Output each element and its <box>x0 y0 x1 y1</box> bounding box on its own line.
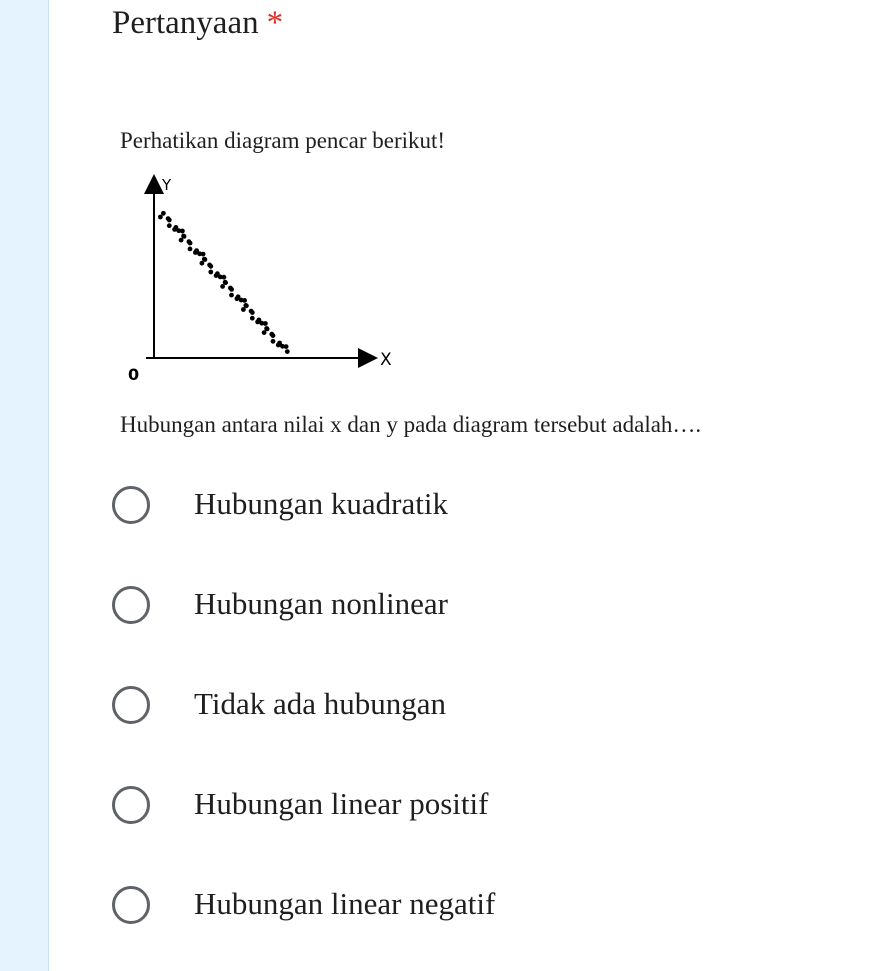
question-prompt: Hubungan antara nilai x dan y pada diagram tersebut adalah…. <box>120 412 702 437</box>
scatter-point <box>271 339 276 344</box>
option-hubungan-kuadratik[interactable] <box>112 480 852 580</box>
left-accent-band <box>0 0 49 971</box>
option-hubungan-linear-positif[interactable] <box>112 780 852 880</box>
scatter-point <box>167 218 172 223</box>
scatter-point <box>223 280 228 285</box>
scatter-point <box>182 234 187 239</box>
scatter-point <box>250 310 255 315</box>
scatter-point <box>235 296 240 301</box>
scatter-point <box>255 320 260 325</box>
scatter-point <box>262 330 267 335</box>
scatter-point <box>276 343 281 348</box>
scatter-point <box>284 344 289 349</box>
scatter-point <box>167 223 172 228</box>
scatter-point <box>244 303 249 308</box>
radio-button[interactable] <box>112 586 150 624</box>
scatter-point <box>263 321 268 326</box>
question-title-text: Pertanyaan <box>112 5 259 41</box>
y-axis-label: Y <box>162 176 172 194</box>
x-axis-label: X <box>380 350 392 370</box>
scatter-point <box>188 241 193 246</box>
option-label: Tidak ada hubungan <box>194 686 446 721</box>
option-hubungan-nonlinear[interactable] <box>112 580 852 680</box>
option-label: Hubungan linear negatif <box>194 886 496 921</box>
radio-button[interactable] <box>112 786 150 824</box>
scatter-point <box>193 250 198 255</box>
option-label: Hubungan linear positif <box>194 786 489 821</box>
radio-button[interactable] <box>112 686 150 724</box>
scatter-point <box>285 349 290 354</box>
scatter-point <box>203 257 208 262</box>
scatter-point <box>271 333 276 338</box>
scatter-points <box>158 211 290 354</box>
scatter-point <box>222 275 227 280</box>
scatter-point <box>250 316 255 321</box>
scatter-point <box>229 293 234 298</box>
scatter-point <box>161 211 166 216</box>
radio-button[interactable] <box>112 486 150 524</box>
scatter-point <box>201 252 206 257</box>
question-instruction: Perhatikan diagram pencar berikut! <box>120 128 446 153</box>
scatter-point <box>242 298 247 303</box>
answer-options <box>112 480 852 971</box>
scatter-point <box>214 273 219 278</box>
scatter-point <box>220 284 225 289</box>
option-hubungan-linear-negatif[interactable] <box>112 880 852 971</box>
scatter-point <box>241 307 246 312</box>
scatter-point <box>188 247 193 252</box>
scatter-point <box>208 264 213 269</box>
origin-label: 0 <box>128 365 140 384</box>
scatter-diagram <box>122 168 422 388</box>
option-label: Hubungan kuadratik <box>194 486 448 521</box>
scatter-point <box>200 261 205 266</box>
option-label: Hubungan nonlinear <box>194 586 448 621</box>
scatter-point <box>180 229 185 234</box>
scatter-point <box>265 327 270 332</box>
scatter-point <box>179 238 184 243</box>
scatter-point <box>158 215 163 220</box>
radio-button[interactable] <box>112 886 150 924</box>
required-asterisk: * <box>266 5 284 41</box>
scatter-point <box>208 270 213 275</box>
scatter-point <box>172 227 177 232</box>
option-tidak-ada-hubungan[interactable] <box>112 680 852 780</box>
scatter-point <box>229 287 234 292</box>
question-title <box>112 2 283 44</box>
